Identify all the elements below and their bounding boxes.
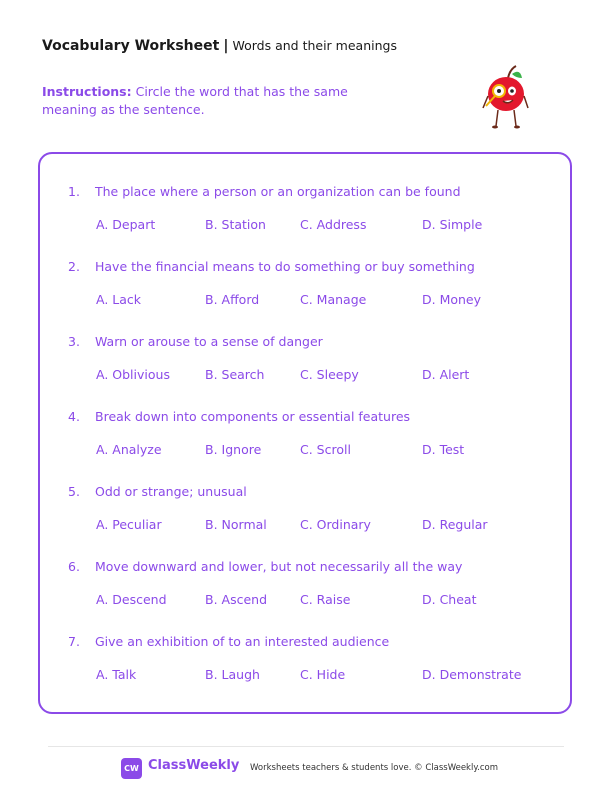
apple-mascot-icon [478, 64, 534, 132]
option-b[interactable]: B. Ascend [205, 592, 268, 607]
option-d[interactable]: D. Regular [422, 517, 488, 532]
question-text: Give an exhibition of to an interested audience [95, 634, 390, 649]
option-b[interactable]: B. Search [205, 367, 265, 382]
option-d[interactable]: D. Alert [422, 367, 470, 382]
classweekly-logo-icon: CW [121, 758, 142, 779]
instructions-text: Circle the word that has the same meaning as the sentence. [42, 84, 348, 117]
questions-panel [38, 152, 572, 714]
worksheet-subtitle: Words and their meanings [232, 38, 397, 53]
option-d[interactable]: D. Demonstrate [422, 667, 522, 682]
option-a[interactable]: A. Oblivious [96, 367, 170, 382]
option-a[interactable]: A. Talk [96, 667, 137, 682]
question-number: 5. [68, 484, 80, 499]
option-b[interactable]: B. Normal [205, 517, 267, 532]
option-d[interactable]: D. Money [422, 292, 482, 307]
footer-tagline: Worksheets teachers & students love. © ClassWeekly.com [250, 763, 499, 773]
title-separator: | [223, 38, 229, 54]
question-text: Have the financial means to do something or buy something [95, 259, 475, 274]
option-b[interactable]: B. Afford [205, 292, 260, 307]
question-number: 3. [68, 334, 80, 349]
option-a[interactable]: A. Descend [96, 592, 167, 607]
question-text: Move downward and lower, but not necessarily all the way [95, 559, 463, 574]
option-b[interactable]: B. Station [205, 217, 266, 232]
option-a[interactable]: A. Depart [96, 217, 156, 232]
option-c[interactable]: C. Hide [300, 667, 346, 682]
question-number: 6. [68, 559, 80, 574]
question-text: Break down into components or essential features [95, 409, 411, 424]
option-c[interactable]: C. Sleepy [300, 367, 359, 382]
page-title [42, 38, 397, 54]
option-a[interactable]: A. Analyze [96, 442, 162, 457]
option-a[interactable]: A. Lack [96, 292, 142, 307]
question-number: 7. [68, 634, 80, 649]
option-d[interactable]: D. Cheat [422, 592, 477, 607]
option-c[interactable]: C. Address [300, 217, 367, 232]
option-d[interactable]: D. Simple [422, 217, 483, 232]
option-a[interactable]: A. Peculiar [96, 517, 162, 532]
instructions [42, 83, 402, 119]
question-number: 4. [68, 409, 80, 424]
option-c[interactable]: C. Raise [300, 592, 351, 607]
instructions-label: Instructions: [42, 84, 132, 99]
option-c[interactable]: C. Ordinary [300, 517, 371, 532]
question-number: 2. [68, 259, 80, 274]
option-b[interactable]: B. Ignore [205, 442, 262, 457]
option-c[interactable]: C. Scroll [300, 442, 351, 457]
footer-divider [48, 746, 564, 747]
worksheet-title: Vocabulary Worksheet [42, 38, 220, 54]
question-text: Odd or strange; unusual [95, 484, 247, 499]
question-number: 1. [68, 184, 80, 199]
option-b[interactable]: B. Laugh [205, 667, 260, 682]
brand-name: ClassWeekly [148, 758, 240, 773]
option-c[interactable]: C. Manage [300, 292, 367, 307]
option-d[interactable]: D. Test [422, 442, 465, 457]
question-text: Warn or arouse to a sense of danger [95, 334, 323, 349]
question-text: The place where a person or an organization can be found [95, 184, 461, 199]
